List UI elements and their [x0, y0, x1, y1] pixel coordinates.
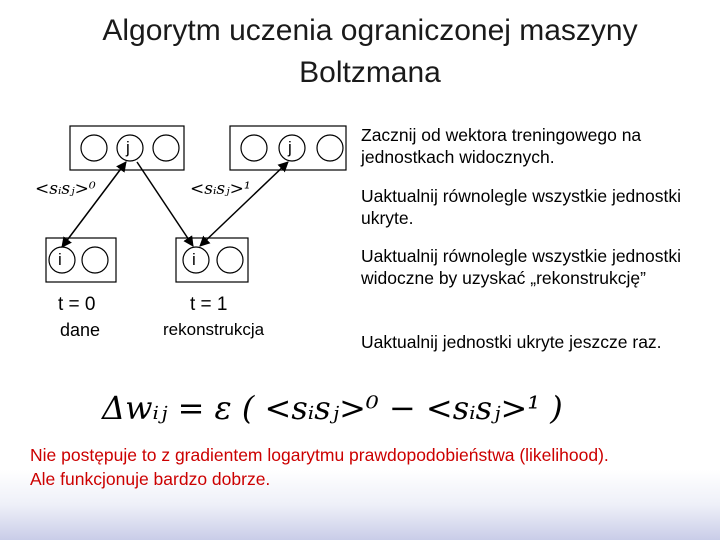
- step-1-text: Zacznij od wektora treningowego na jednostkach widocznych.: [361, 125, 642, 167]
- arrow-j-to-i-t1: [137, 162, 193, 246]
- step-2-text: Uaktualnij równolegle wszystkie jednostki ukryte.: [361, 186, 682, 228]
- label-i-t1: i: [192, 250, 196, 269]
- note-line-1: Nie postępuje to z gradientem logarytmu prawdopodobieństwa (likelihood).: [30, 445, 609, 465]
- hidden-unit: [317, 135, 343, 161]
- hidden-unit: [81, 135, 107, 161]
- correlation-t0: <sᵢsⱼ>⁰: [35, 179, 96, 199]
- note-line-2: Ale funkcjonuje bardzo dobrze.: [30, 469, 271, 489]
- step-t1-label: t = 1: [190, 294, 228, 315]
- visible-unit: [82, 247, 108, 273]
- hidden-unit-j: [117, 135, 143, 161]
- visible-layer-box-t1: [176, 238, 248, 282]
- hidden-unit: [241, 135, 267, 161]
- weight-update-formula: Δwᵢⱼ = ε ( <sᵢsⱼ>⁰ − <sᵢsⱼ>¹ ): [102, 389, 563, 427]
- arrow-i-to-j-t1: [200, 162, 288, 246]
- note: [30, 443, 710, 491]
- hidden-unit-j: [279, 135, 305, 161]
- visible-layer-box-t0: [46, 238, 116, 282]
- correlation-t1: <sᵢsⱼ>¹: [190, 179, 251, 199]
- title-line-2: Boltzmana: [299, 56, 441, 89]
- label-j-t1: j: [288, 138, 292, 157]
- label-j-t0: j: [126, 138, 130, 157]
- arrow-i-to-j-t0: [62, 162, 126, 247]
- step-t0-caption: dane: [60, 320, 101, 340]
- step-3-text: Uaktualnij równolegle wszystkie jednostki widoczne by uzyskać „rekonstrukcję”: [361, 246, 682, 288]
- hidden-unit: [153, 135, 179, 161]
- step-t1-caption: rekonstrukcja: [163, 320, 265, 339]
- title-line-1: Algorytm uczenia ograniczonej maszyny: [102, 14, 638, 47]
- visible-unit-i: [183, 247, 209, 273]
- step-t0-label: t = 0: [58, 294, 96, 315]
- label-i-t0: i: [58, 250, 62, 269]
- step-4-text: Uaktualnij jednostki ukryte jeszcze raz.: [361, 332, 662, 352]
- visible-unit: [217, 247, 243, 273]
- visible-unit-i: [49, 247, 75, 273]
